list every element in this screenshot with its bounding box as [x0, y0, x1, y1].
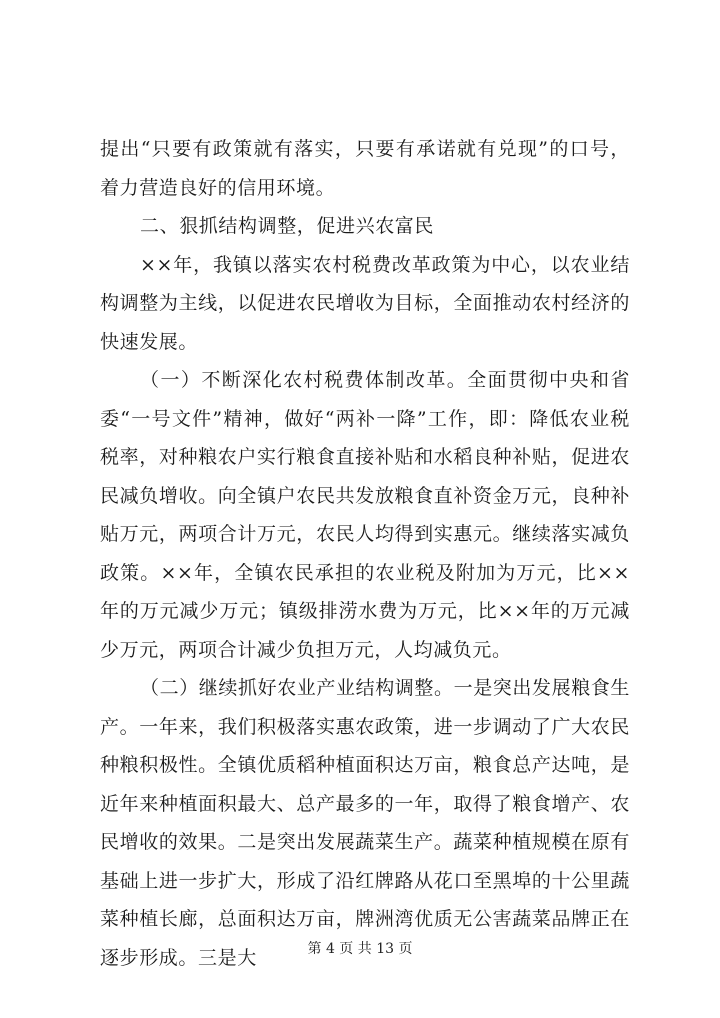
page-number-footer: 第 4 页 共 13 页: [307, 941, 413, 957]
section-heading: 二、狠抓结构调整，促进兴农富民: [140, 215, 435, 237]
paragraph-structure-adjustment: （二）继续抓好农业产业结构调整。一是突出发展粮食生产。一年来，我们积极落实惠农政策，进一步调动了广大农民种粮积极性。全镇优质稻种植面积达万亩，粮食总产达吨，是近年来种植面积最大、总产最多的一年，取得了粮食增产、农民增收的效果。二是突出发展蔬菜生产。蔬菜种植规模在原有基础上进一步扩大，形成了沿红牌路从花口至黑埠的十公里蔬菜种植长廊，总面积达万亩，牌洲湾优质无公害蔬菜品牌正在逐步形成。三是大: [100, 677, 631, 969]
document-body: [100, 130, 630, 977]
paragraph-tax-reform: （一）不断深化农村税费体制改革。全面贯彻中央和省委“一号文件”精神，做好“两补一降”工作，即：降低农业税税率，对种粮农户实行粮食直接补贴和水稻良种补贴，促进农民减负增收。向全镇户农民共发放粮食直补资金万元，良种补贴万元，两项合计万元，农民人均得到实惠元。继续落实减负政策。××年，全镇农民承担的农业税及附加为万元，比××年的万元减少万元；镇级排涝水费为万元，比××年的万元减少万元，两项合计减少负担万元，人均减负元。: [100, 369, 630, 661]
paragraph-continued: 提出“只要有政策就有落实，只要有承诺就有兑现”的口号，着力营造良好的信用环境。: [100, 138, 630, 199]
paragraph-intro: ××年，我镇以落实农村税费改革政策为中心，以农业结构调整为主线，以促进农民增收为目标，全面推动农村经济的快速发展。: [100, 253, 630, 353]
